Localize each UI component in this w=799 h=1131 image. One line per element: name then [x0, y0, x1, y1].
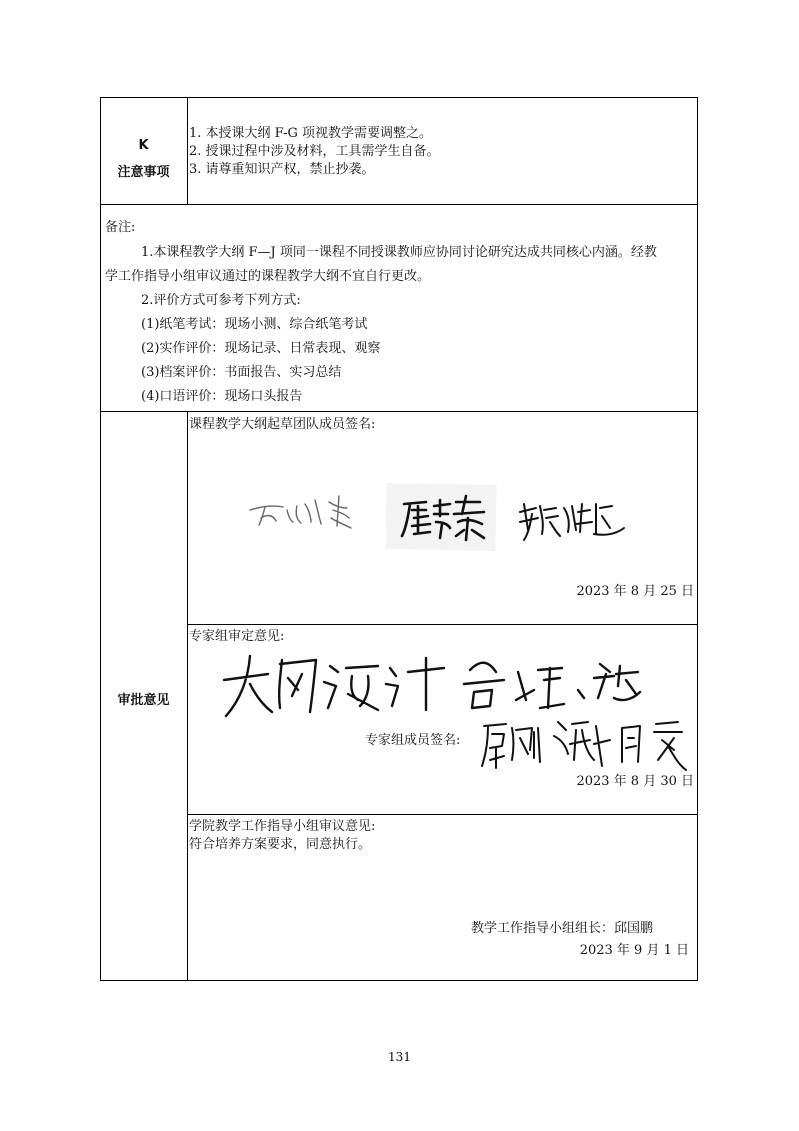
notes-label-title: 注意事项 — [117, 165, 170, 180]
remarks-method-1: (1)纸笔考试：现场小测、综合纸笔考试 — [141, 317, 368, 332]
remarks-method-2: (2)实作评价：现场记录、日常表现、观察 — [141, 341, 381, 356]
notes-item-1: 1. 本授课大纲 F-G 项视教学需要调整之。 — [189, 126, 433, 141]
college-date: 2023 年 9 月 1 日 — [579, 943, 689, 958]
row-divider-remarks — [100, 411, 698, 412]
remarks-line-2: 学工作指导小组审议通过的课程教学大纲不宜自行更改。 — [105, 269, 431, 284]
expert-heading: 专家组审定意见: — [189, 629, 285, 644]
notes-item-2: 2. 授课过程中涉及材料，工具需学生自备。 — [189, 144, 440, 159]
remarks-method-4: (4)口语评价：现场口头报告 — [141, 389, 303, 404]
remarks-method-3: (3)档案评价：书面报告、实习总结 — [141, 365, 342, 380]
page-number: 131 — [388, 1050, 411, 1064]
expert-date: 2023 年 8 月 30 日 — [576, 774, 694, 789]
drafting-heading: 课程教学大纲起草团队成员签名: — [189, 417, 376, 432]
drafting-signature-2 — [396, 492, 491, 544]
row-divider-expert — [187, 814, 698, 815]
row-divider-notes — [100, 204, 698, 205]
remarks-heading: 备注: — [105, 220, 136, 235]
remarks-line-1: 1.本课程教学大纲 F—J 项同一课程不同授课教师应协同讨论研究达成共同核心内涵。经教 — [141, 245, 657, 260]
college-leader: 教学工作指导小组组长：邱国鹏 — [470, 921, 653, 936]
remarks-line-3: 2.评价方式可参考下列方式: — [141, 293, 301, 308]
expert-signatures — [478, 710, 693, 776]
drafting-signature-3 — [516, 494, 628, 544]
row-divider-drafting — [187, 624, 698, 625]
column-divider-approval — [187, 411, 188, 981]
college-opinion: 符合培养方案要求，同意执行。 — [189, 837, 372, 852]
notes-item-3: 3. 请尊重知识产权，禁止抄袭。 — [189, 162, 375, 177]
notes-label-letter: K — [138, 138, 149, 153]
column-divider-notes — [187, 97, 188, 204]
drafting-date: 2023 年 8 月 25 日 — [576, 584, 694, 599]
drafting-signature-1 — [245, 488, 360, 538]
expert-signature-label: 专家组成员签名: — [365, 733, 461, 748]
college-heading: 学院教学工作指导小组审议意见: — [189, 819, 376, 834]
approval-label: 审批意见 — [117, 693, 170, 708]
